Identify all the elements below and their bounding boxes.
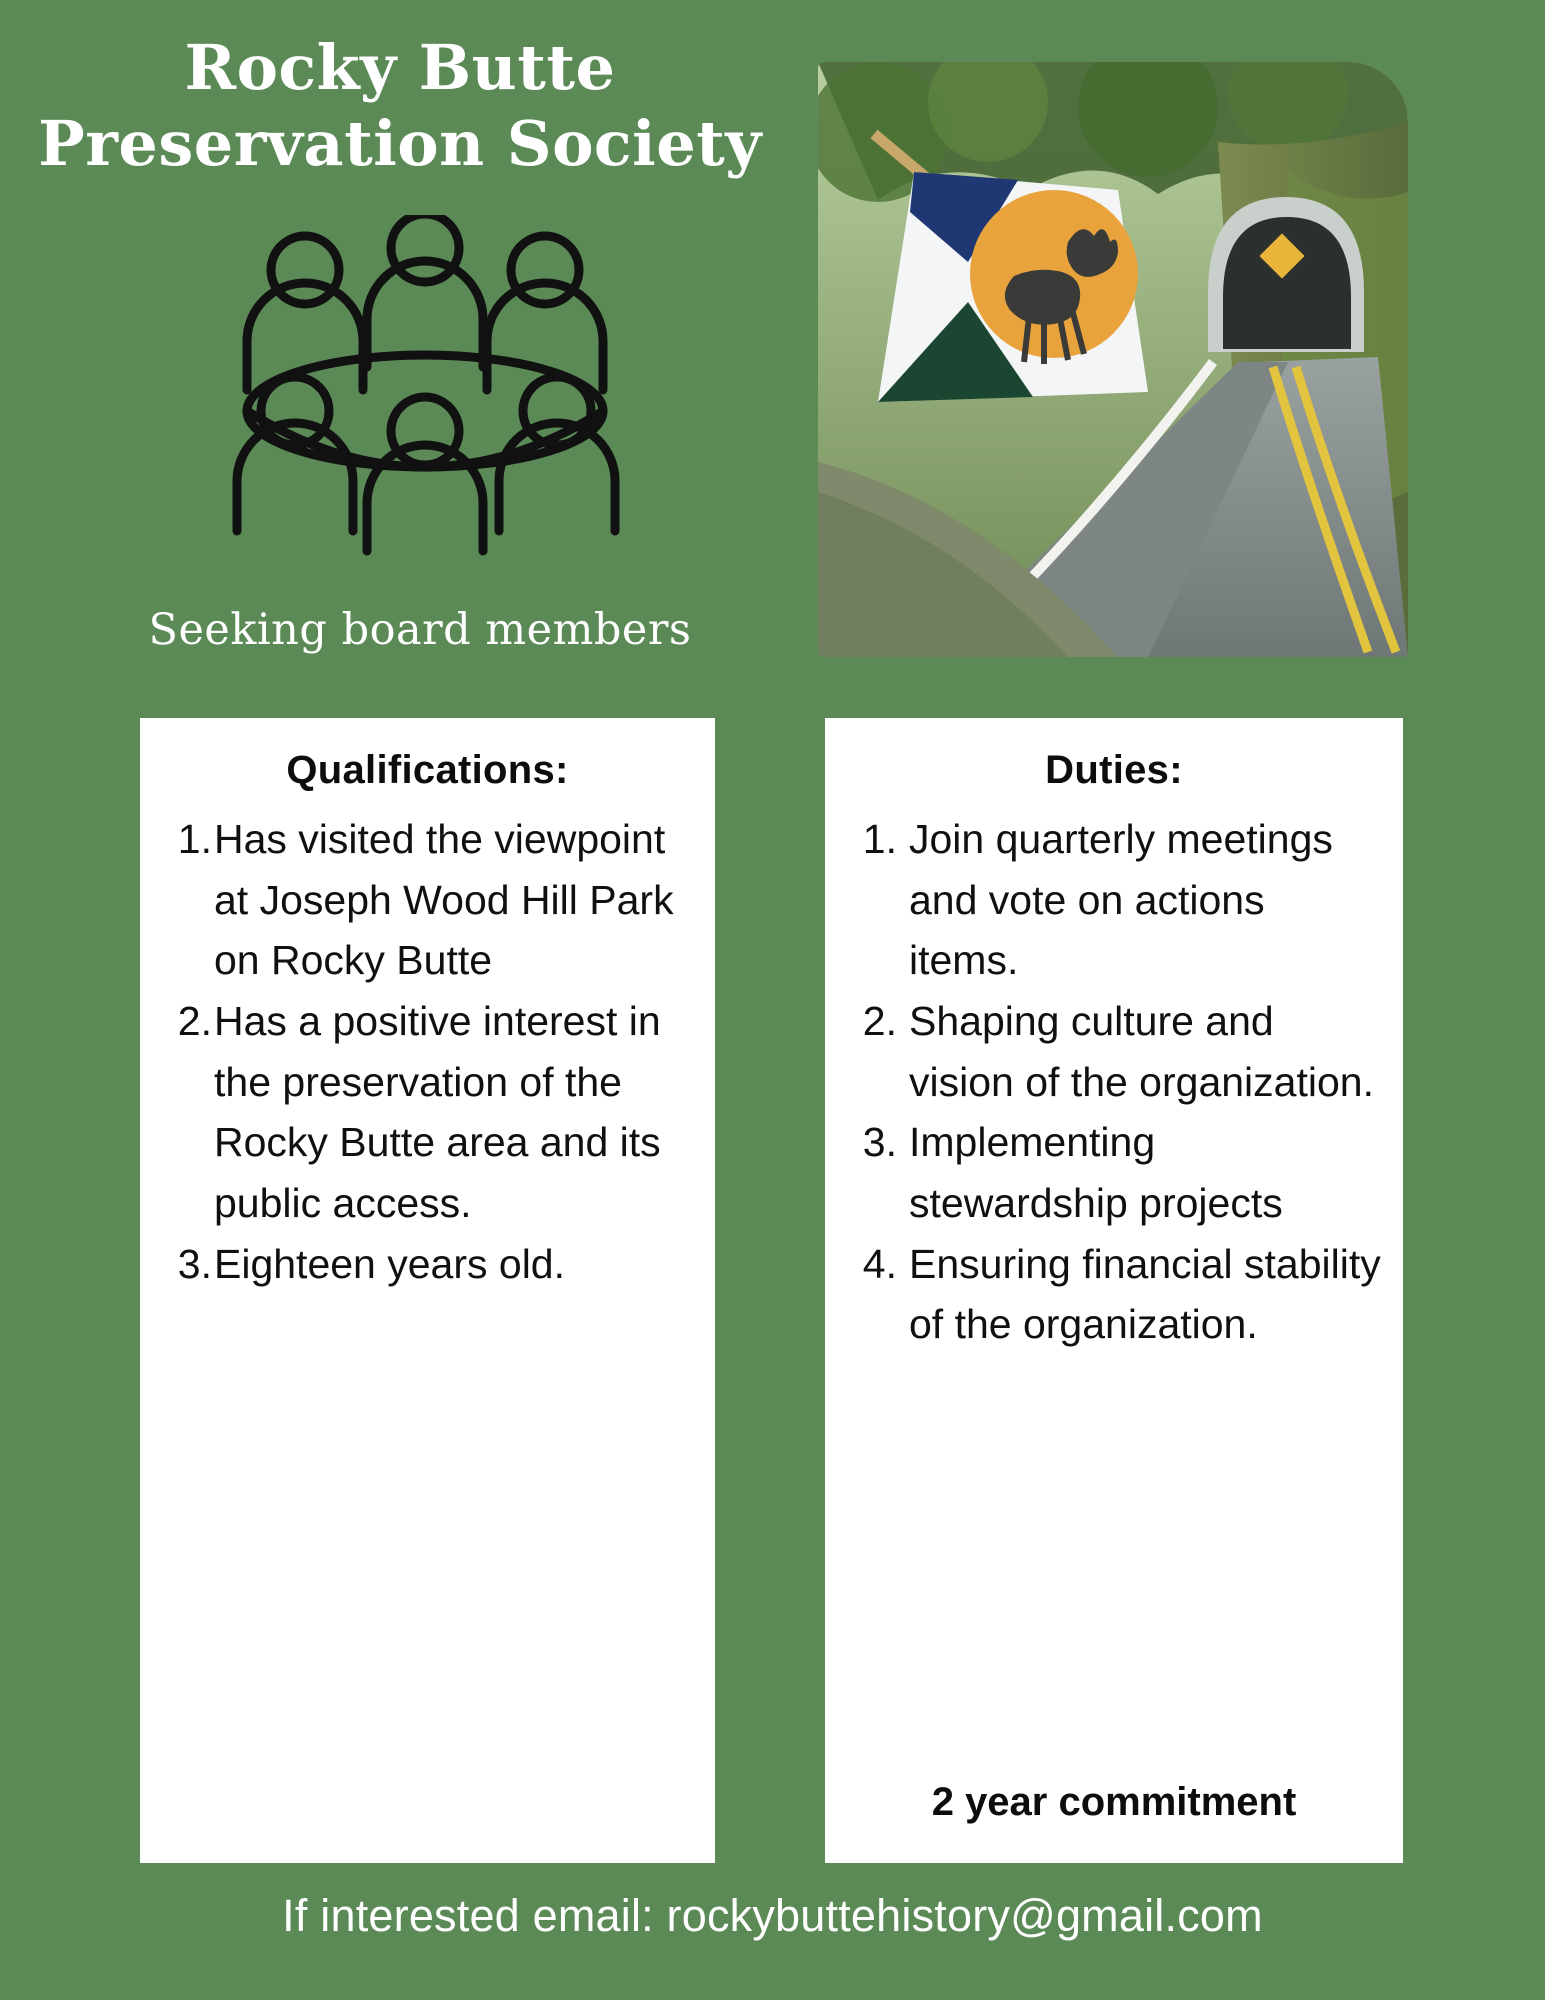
list-item-number: 1. bbox=[862, 816, 897, 862]
list-item-number: 2. bbox=[862, 998, 897, 1045]
duties-list bbox=[825, 809, 1403, 1355]
page-title-line1: Rocky Butte bbox=[184, 31, 616, 104]
list-item-number: 3. bbox=[177, 1240, 212, 1287]
list-item-number: 2. bbox=[177, 998, 212, 1045]
photo-flag-tunnel bbox=[818, 62, 1408, 657]
list-item bbox=[162, 809, 697, 991]
list-item bbox=[847, 809, 1385, 991]
page-header bbox=[0, 30, 800, 181]
list-item bbox=[847, 1112, 1385, 1233]
list-item-text: Eighteen years old. bbox=[214, 1240, 566, 1287]
list-item bbox=[847, 991, 1385, 1112]
list-item-number: 3. bbox=[862, 1119, 897, 1166]
commitment-note: 2 year commitment bbox=[931, 1780, 1297, 1824]
list-item-text: Implementing stewardship projects bbox=[909, 1119, 1283, 1227]
list-item bbox=[162, 991, 697, 1234]
subtitle: Seeking board members bbox=[148, 605, 692, 655]
list-item bbox=[162, 1234, 697, 1295]
people-around-table-icon bbox=[185, 215, 665, 575]
duties-heading: Duties: bbox=[1045, 748, 1183, 792]
list-item-text: Ensuring financial stability of the organization. bbox=[909, 1240, 1381, 1348]
qualifications-list bbox=[140, 809, 715, 1294]
list-item-number: 1. bbox=[177, 816, 212, 862]
list-item-text: Shaping culture and vision of the organization. bbox=[909, 998, 1374, 1105]
qualifications-card bbox=[140, 718, 715, 1863]
page-title-line2: Preservation Society bbox=[38, 106, 762, 180]
list-item-number: 4. bbox=[862, 1240, 897, 1287]
contact-footer: If interested email: rockybuttehistory@gmail.com bbox=[282, 1890, 1263, 1941]
list-item-text: Join quarterly meetings and vote on actions items. bbox=[909, 816, 1333, 984]
qualifications-heading: Qualifications: bbox=[286, 748, 569, 792]
list-item-text: Has visited the viewpoint at Joseph Wood Hill Park on Rocky Butte bbox=[214, 816, 674, 984]
duties-card bbox=[825, 718, 1403, 1863]
list-item bbox=[847, 1234, 1385, 1355]
list-item-text: Has a positive interest in the preservation of the Rocky Butte area and its public access. bbox=[214, 998, 661, 1227]
